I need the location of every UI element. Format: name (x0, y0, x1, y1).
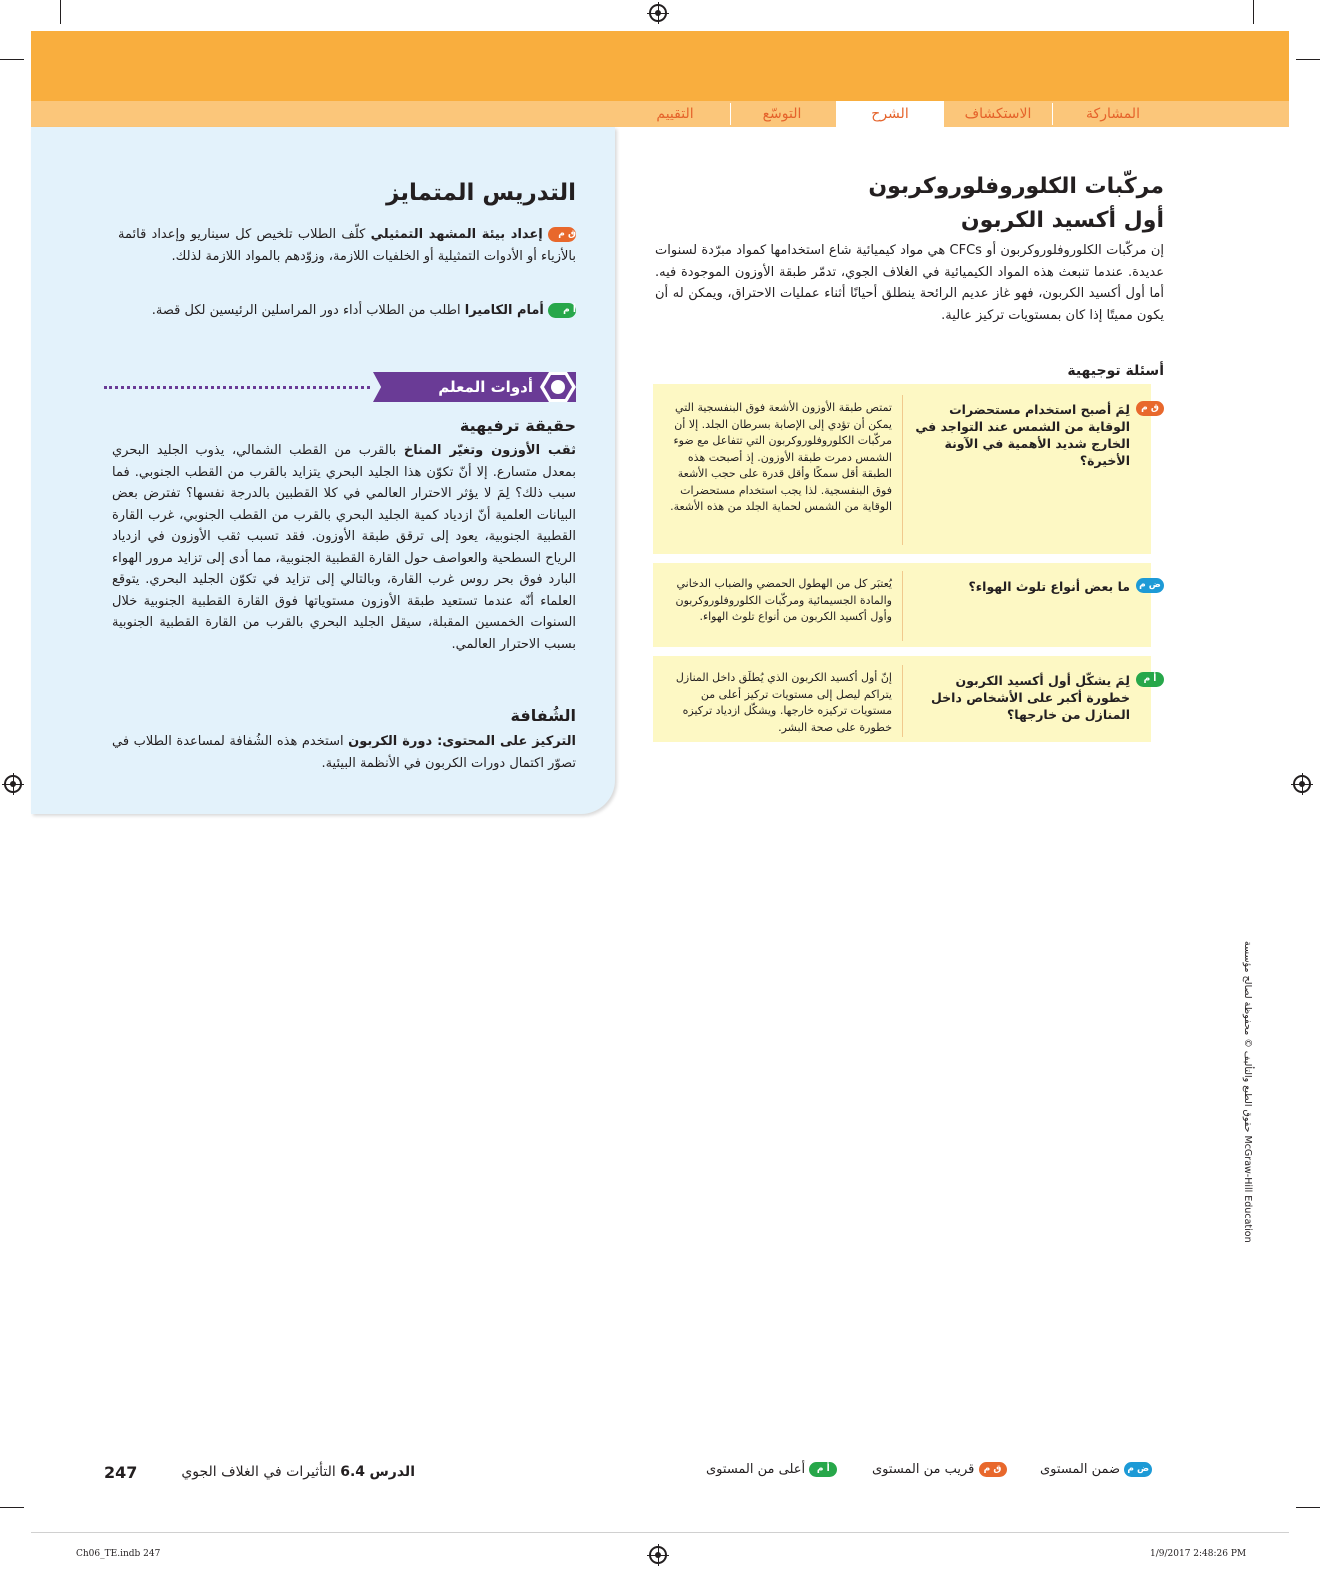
lesson-word: الدرس (369, 1464, 415, 1480)
sidebar-item (118, 300, 576, 322)
fun-fact-lead: ثقب الأوزون وتغيّر المناخ (403, 443, 576, 458)
legend-label: أعلى من المستوى (706, 1462, 806, 1477)
transparency-lead: التركيز على المحتوى: دورة الكربون (348, 734, 576, 749)
slug-date: 1/9/2017 2:48:26 PM (1150, 1549, 1247, 1559)
level-badge-approaching: ق م (548, 227, 576, 242)
tab-explain[interactable]: الشرح (836, 101, 944, 127)
question-divider (902, 571, 903, 641)
teacher-tools-label: أدوات المعلم (438, 378, 533, 396)
legend-item-above (706, 1462, 837, 1477)
level-badge-above: أ م (809, 1462, 837, 1477)
registration-mark-icon (649, 1546, 667, 1564)
registration-mark-icon (1293, 775, 1311, 793)
legend-item-on-level (1040, 1462, 1152, 1477)
circle-icon (551, 380, 565, 394)
crop-mark (0, 1507, 24, 1508)
question-divider (902, 395, 903, 545)
question-text: لِمَ أصبح استخدام مستحضرات الوقاية من الشمس عند التواجد في الخارج شديد الأهمية في الآونة الأخيرة؟ (915, 402, 1130, 468)
fun-fact-paragraph (112, 440, 576, 655)
level-badge-above: أ م (548, 303, 576, 318)
transparency-heading: الشُفافة (510, 706, 576, 725)
header-banner (31, 31, 1289, 101)
transparency-text: استخدم هذه الشُفافة لمساعدة الطلاب في تصوّر اكتمال دورات الكربون في الأنظمة البيئية. (112, 734, 576, 771)
crop-mark (60, 0, 61, 24)
lesson-title: التأثيرات في الغلاف الجوي (181, 1464, 336, 1480)
sidebar-item-text: كلّف الطلاب تلخيص كل سيناريو وإعداد قائمة بالأزياء أو الأدوات التمثيلية أو الخلفيات اللازمة، وزوّدهم بالمواد اللازمة لذلك. (118, 227, 576, 264)
tab-separator (1052, 103, 1053, 125)
question-text: ما بعض أنواع تلوث الهواء؟ (968, 579, 1130, 594)
registration-mark-icon (4, 775, 22, 793)
legend-label: ضمن المستوى (1040, 1462, 1121, 1477)
dotted-divider (104, 386, 370, 389)
level-badge-on-level: ض م (1124, 1462, 1152, 1477)
bottom-rule (31, 1532, 1289, 1533)
question-text: لِمَ يشكّل أول أكسيد الكربون خطورة أكبر على الأشخاص داخل المنازل من خارجها؟ (931, 673, 1130, 722)
tab-explore[interactable]: الاستكشاف (964, 106, 1032, 122)
crop-mark (1296, 59, 1320, 60)
level-badge-approaching: ق م (979, 1462, 1007, 1477)
tab-separator (730, 103, 731, 125)
fun-fact-text: بالقرب من القطب الشمالي، يذوب الجليد البحري بمعدل متسارع. إلا أنّ تكوّن هذا الجليد البحري يتزايد بالقرب من القطب الجنوبي. فما سبب ذلك؟ لِمَ لا يؤثر الاحترار العالمي في كلا القطبين بالدرجة نفسها؟ تفترض بعض البيانات العلمية أنّ ازدياد كمية الجليد البحري بالقرب من القطب الجنوبي، غرب القارة القطبية الجنوبية، يعود إلى ترقق طبقة الأوزون. فقد تسبب ثقب الأوزون في ازدياد الرياح السطحية والعواصف حول القارة القطبية الجنوبية، مما أدى إلى تزايد مرور الهواء البارد فوق بحر روس غرب القارة، وبالتالي إلى تزايد في تكوّن الجليد البحري. يتوقع العلماء أنّه عندما تستعيد طبقة الأوزون مستوياتها فوق القارة القطبية الجنوبية خلال السنوات الخمسين المقبلة، سيقل الجليد البحري بالقرب من القارة القطبية الجنوبية بسبب الاحترار العالمي. (112, 443, 576, 652)
legend-label: قريب من المستوى (872, 1462, 975, 1477)
crop-mark (1253, 0, 1254, 24)
level-badge-above: أ م (1136, 672, 1164, 687)
lesson-footer (165, 1464, 415, 1480)
sidebar-item-text: اطلب من الطلاب أداء دور المراسلين الرئيسين لكل قصة. (151, 303, 461, 318)
sidebar-item (118, 224, 576, 267)
sidebar-item-lead: أمام الكاميرا (464, 303, 544, 318)
main-title-line2: أول أكسيد الكربون (960, 208, 1164, 233)
level-badge-approaching: ق م (1136, 401, 1164, 416)
copyright-notice: حقوق الطبع والتأليف © محفوظة لصالح مؤسسة McGraw-Hill Education (1242, 941, 1253, 1243)
page-number: 247 (104, 1463, 138, 1482)
transparency-paragraph (112, 731, 576, 774)
fun-fact-heading: حقيقة ترفيهية (459, 416, 576, 435)
guiding-questions-heading: أسئلة توجيهية (1067, 363, 1164, 379)
legend-item-approaching (872, 1462, 1007, 1477)
main-intro-paragraph: إن مركّبات الكلوروفلوروكربون أو CFCs هي مواد كيميائية شاع استخدامها كمواد مبرّدة لسنوات عديدة. عندما تنبعث هذه المواد الكيميائية في الغلاف الجوي، تدمّر طبقة الأوزون الموجودة فيه. أما أول أكسيد الكربون، فهو غاز عديم الرائحة ينطلق أحيانًا أثناء عمليات الاحتراق، ويمكن له أن يكون مميتًا إذا كان بمستويات تركيز عالية. (655, 243, 1164, 323)
sidebar-title: التدريس المتمايز (386, 180, 576, 206)
crop-mark (1296, 1507, 1320, 1508)
slug-file: Ch06_TE.indb 247 (76, 1549, 161, 1559)
registration-mark-icon (649, 4, 667, 22)
tab-elaborate[interactable]: التوسّع (762, 106, 802, 122)
crop-mark (0, 59, 24, 60)
sidebar-item-lead: إعداد بيئة المشهد التمثيلي (370, 227, 543, 242)
level-badge-on-level: ض م (1136, 578, 1164, 593)
lesson-number: 6.4 (340, 1464, 366, 1480)
main-title-line1: مركّبات الكلوروفلوروكربون (868, 174, 1164, 199)
answer-text: يُعتبَر كل من الهطول الحمضي والضباب الدخاني والمادة الجسيمائية ومركّبات الكلوروفلوروكربون وأول أكسيد الكربون من أنواع تلوث الهواء. (675, 577, 892, 623)
question-divider (902, 665, 903, 737)
answer-text: تمتص طبقة الأوزون الأشعة فوق البنفسجية التي يمكن أن تؤدي إلى الإصابة بسرطان الجلد. إلا أن مركّبات الكلوروفلوروكربون التي تتفاعل مع ضوء الشمس دمرت طبقة الأوزون. إذ أصبحت هذه الطبقة أقل سمكًا وأقل قدرة على حجب الأشعة فوق البنفسجية. لذا يجب استخدام مستحضرات الوقاية من الشمس لحماية الجلد من هذه الأشعة. (670, 401, 892, 513)
tab-evaluate[interactable]: التقييم (656, 106, 694, 122)
tab-engage[interactable]: المشاركة (1086, 106, 1140, 122)
answer-text: إنّ أول أكسيد الكربون الذي يُطلَق داخل المنازل يتراكم ليصل إلى مستويات تركيز أعلى من مستويات تركيزه خارجها. ويشكّل ازدياد تركيزه خطورة على صحة البشر. (675, 671, 892, 734)
